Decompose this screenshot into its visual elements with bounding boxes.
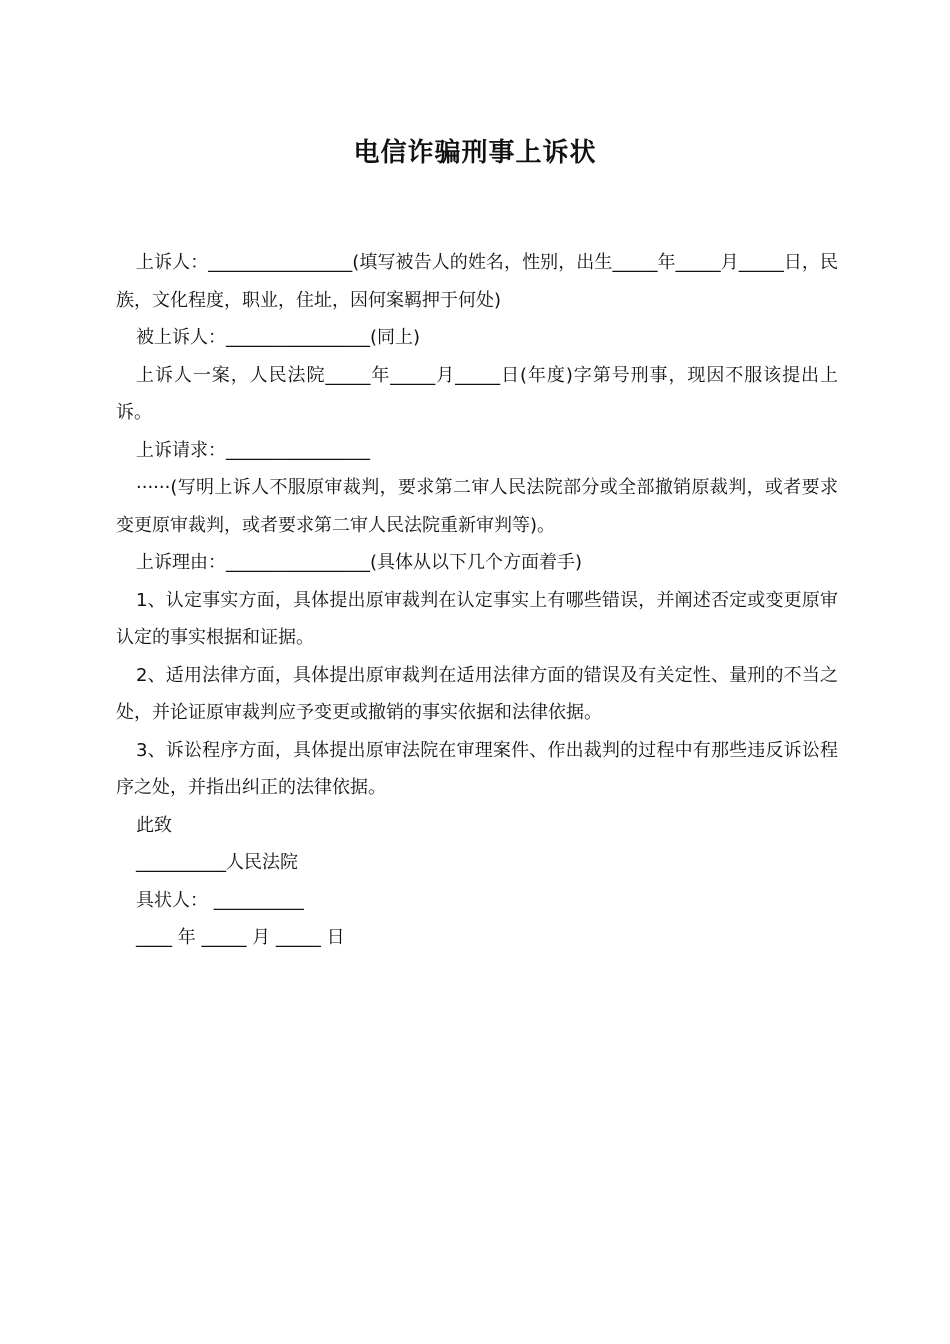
appeal-reason-line: 上诉理由：________________(具体从以下几个方面着手) xyxy=(136,552,583,573)
reason-facts: 1、认定事实方面，具体提出原审裁判在认定事实上有哪些错误，并阐述否定或变更原审认定的事实根据和证据。 xyxy=(116,589,838,648)
case-statement: 上诉人一案，人民法院_____年_____月_____日(年度)字第号刑事，现因不服该提出上诉。 xyxy=(116,364,838,423)
appellee-line: 被上诉人：________________(同上) xyxy=(136,327,421,348)
signatory-line: 具状人： __________ xyxy=(136,889,304,911)
appeal-request-line: 上诉请求：________________ xyxy=(136,439,370,461)
reason-procedure: 3、诉讼程序方面，具体提出原审法院在审理案件、作出裁判的过程中有那些违反诉讼程序之处，并指出纠正的法律依据。 xyxy=(116,739,838,798)
appellant-line: 上诉人：________________(填写被告人的姓名，性别，出生_____年_____月_____日，民族，文化程度，职业，住址，因何案羁押于何处) xyxy=(116,252,838,311)
salutation: 此致 xyxy=(136,814,172,836)
court-addressee: __________人民法院 xyxy=(136,852,298,873)
document-body xyxy=(116,244,838,957)
document-title: 电信诈骗刑事上诉状 xyxy=(353,138,597,168)
date-line: ____ 年 _____ 月 _____ 日 xyxy=(136,927,345,948)
reason-law: 2、适用法律方面，具体提出原审裁判在适用法律方面的错误及有关定性、量刑的不当之处，并论证原审裁判应予变更或撤销的事实依据和法律依据。 xyxy=(116,664,838,723)
appeal-request-detail: ······(写明上诉人不服原审裁判，要求第二审人民法院部分或全部撤销原裁判，或者要求变更原审裁判，或者要求第二审人民法院重新审判等)。 xyxy=(116,477,838,536)
